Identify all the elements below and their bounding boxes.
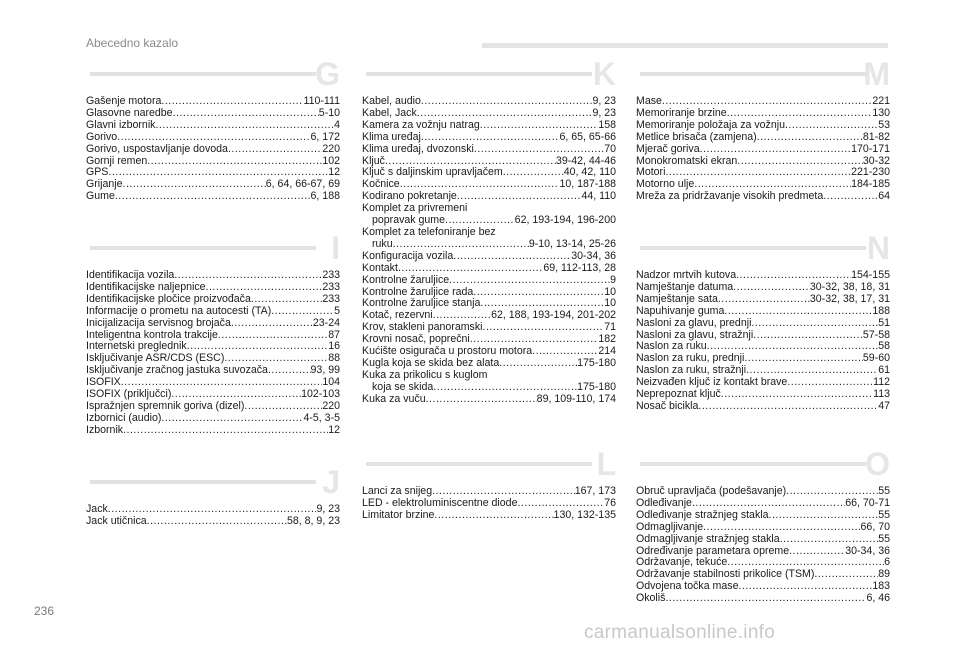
index-entry <box>362 370 616 382</box>
dot-leader <box>421 96 593 108</box>
index-entry-label: Identifikacijske naljepnice <box>86 280 206 293</box>
section-letter: K <box>592 56 616 92</box>
dot-leader <box>161 413 303 425</box>
index-entry-label: Jack <box>86 503 108 515</box>
index-entry <box>362 239 616 251</box>
index-entry-label: Kotač, rezervni <box>362 309 433 322</box>
index-entry-label: Kuka za vuču <box>362 392 426 405</box>
index-entry-page: 233 <box>322 280 340 293</box>
index-entry-page: 16 <box>328 340 340 353</box>
index-entry-list <box>86 96 340 203</box>
index-entry-label: ISOFIX (priključci) <box>86 388 172 401</box>
index-entry-page: 188 <box>872 304 890 317</box>
index-entry-label: Održavanje, tekuće <box>636 556 728 569</box>
index-entry-label: Održavanje stabilnosti prikolice (TSM) <box>636 568 815 581</box>
dot-leader <box>733 282 810 294</box>
index-entry-page: 62, 193-194, 196-200 <box>514 214 616 227</box>
section-letter: M <box>863 56 890 92</box>
dot-leader <box>698 401 878 413</box>
index-entry-label: Neizvađen ključ iz kontakt brave <box>636 376 788 389</box>
index-entry <box>636 593 890 605</box>
index-entry <box>636 510 890 522</box>
index-entry-list <box>362 486 616 522</box>
index-entry <box>362 251 616 263</box>
index-entry-label: Odleđivanje <box>636 496 692 509</box>
index-entry-label: Motori <box>636 166 666 179</box>
dot-leader <box>228 144 322 156</box>
index-entry-page: 6, 65, 65-66 <box>559 130 616 143</box>
index-entry-label: ISOFIX <box>86 376 121 389</box>
index-entry-label: Odmagljivanje stražnjeg stakla <box>636 532 780 545</box>
index-entry-page: 220 <box>322 399 340 412</box>
index-entry-label: Kamera za vožnju natrag <box>362 118 480 131</box>
index-section-m <box>636 56 890 203</box>
index-entry-page: 6 <box>884 556 890 569</box>
dot-leader <box>665 593 866 605</box>
index-entry-label: Inicijalizacija servisnog brojača <box>86 316 231 329</box>
dot-leader <box>155 120 334 132</box>
index-entry-label: Obruč upravljača (podešavanje) <box>636 485 787 497</box>
index-entry-label: Kodirano pokretanje <box>362 190 457 203</box>
dot-leader <box>480 120 599 132</box>
index-entry-page: 102 <box>322 154 340 167</box>
index-entry-page: 47 <box>878 399 890 412</box>
index-entry-page: 221 <box>872 95 890 107</box>
section-letter: L <box>596 446 616 482</box>
index-entry-label: Gorivo <box>86 130 118 143</box>
index-entry <box>86 516 340 528</box>
index-entry-page: 4-5, 3-5 <box>303 411 340 424</box>
index-entry-page: 233 <box>322 269 340 281</box>
index-entry-page: 10 <box>604 285 616 298</box>
index-entry-label: Krovni nosač, poprečni <box>362 333 470 346</box>
dot-leader <box>787 377 873 389</box>
dot-leader <box>503 167 564 179</box>
index-entry-page: 30-32 <box>862 154 890 167</box>
watermark-text: carmanualsonline.info <box>584 622 776 643</box>
index-entry-label: Neprepoznat ključ <box>636 388 721 401</box>
index-entry-label: Identifikacijske pločice proizvođača <box>86 292 251 305</box>
index-entry-label: Izbornici (audio) <box>86 411 162 424</box>
index-entry-page: 184-185 <box>851 178 890 191</box>
index-entry <box>86 294 340 306</box>
index-entry-label: Memoriranje položaja za vožnju <box>636 118 785 131</box>
section-rule <box>366 462 592 466</box>
section-rule <box>640 462 866 466</box>
index-entry-page: 214 <box>598 345 616 358</box>
index-entry-page: 44, 110 <box>581 190 616 203</box>
index-entry-page: 53 <box>878 118 890 131</box>
index-entry-page: 62, 188, 193-194, 201-202 <box>491 309 616 322</box>
dot-leader <box>231 318 313 330</box>
index-entry-label: Gornji remen <box>86 154 148 167</box>
dot-leader <box>115 191 311 203</box>
dot-leader <box>499 358 577 370</box>
index-entry-label: Lanci za snijeg <box>362 485 433 497</box>
index-entry-page: 154-155 <box>851 269 890 281</box>
index-entry <box>362 263 616 275</box>
index-entry <box>636 120 890 132</box>
index-entry-page: 66, 70 <box>860 520 890 533</box>
index-entry-label: Isključivanje zračnog jastuka suvozača <box>86 364 268 377</box>
index-entry-page: 6, 188 <box>310 190 340 203</box>
index-entry-page: 58, 8, 9, 23 <box>286 514 340 527</box>
index-entry-page: 10, 187-188 <box>559 178 616 191</box>
index-entry-page: 10 <box>604 297 616 310</box>
dot-leader <box>398 263 543 275</box>
dot-leader <box>268 365 311 377</box>
index-entry-label: Grijanje <box>86 178 123 191</box>
index-entry-label: Naslon za ruku <box>636 340 707 353</box>
index-entry-label: Naslon za ruku, stražnji <box>636 364 747 377</box>
index-section-o <box>636 446 890 605</box>
dot-leader <box>757 132 863 144</box>
index-entry <box>86 365 340 377</box>
dot-leader <box>426 394 537 406</box>
index-entry-label: Gorivo, uspostavljanje dovoda <box>86 142 228 155</box>
index-entry-label: Napuhivanje guma <box>636 304 725 317</box>
index-entry-label: Ključ s daljinskim upravljačem <box>362 166 503 179</box>
index-entry-page: 58 <box>878 340 890 353</box>
index-entry-page: 130 <box>872 106 890 119</box>
index-entry-page: 9, 23 <box>592 95 616 107</box>
index-section-j <box>86 464 340 528</box>
dot-leader <box>147 516 287 528</box>
index-entry-label: Kontrolne žaruljice rada <box>362 285 474 298</box>
index-entry-list <box>636 96 890 203</box>
index-entry-page: 12 <box>328 423 340 436</box>
index-entry-label: LED - elektroluminiscentne diode <box>362 496 518 509</box>
index-entry-label: Monokromatski ekran <box>636 154 738 167</box>
index-entry-page: 64 <box>878 190 890 203</box>
index-entry-page: 55 <box>878 532 890 545</box>
index-entry-page: 183 <box>872 580 890 593</box>
index-entry-label: Odleđivanje stražnjeg stakla <box>636 508 769 521</box>
index-entry <box>636 534 890 546</box>
dot-leader <box>473 287 604 299</box>
index-entry-label: Namještanje datuma <box>636 280 734 293</box>
dot-leader <box>737 156 863 168</box>
dot-leader <box>703 522 860 534</box>
index-entry-page: 30-34, 36 <box>571 249 616 262</box>
index-entry-page: 102-103 <box>301 388 340 401</box>
dot-leader <box>700 144 852 156</box>
index-entry-label: Odvojena točka mase <box>636 580 739 593</box>
index-entry-page: 104 <box>322 376 340 389</box>
index-entry-label: Metlice brisača (zamjena) <box>636 130 757 143</box>
index-entry-page: 4 <box>334 118 340 131</box>
dot-leader <box>753 330 863 342</box>
index-entry-page: 57-58 <box>862 328 890 341</box>
index-entry <box>362 275 616 287</box>
section-rule <box>640 246 866 250</box>
dot-leader <box>751 318 878 330</box>
index-entry-page: 30-32, 38, 18, 31 <box>809 280 890 293</box>
index-entry-label: popravak gume <box>372 214 446 227</box>
index-entry-page: 221-230 <box>851 166 890 179</box>
index-entry-label: Gume <box>86 190 115 203</box>
index-entry <box>636 294 890 306</box>
index-entry <box>362 132 616 144</box>
index-entry-label: Kugla koja se skida bez alata <box>362 356 500 369</box>
dot-leader <box>457 191 582 203</box>
dot-leader <box>393 239 529 251</box>
index-entry-page: 6, 172 <box>310 130 340 143</box>
index-entry <box>636 318 890 330</box>
index-entry-page: 170-171 <box>851 142 890 155</box>
index-entry <box>362 120 616 132</box>
index-entry-page: 175-180 <box>577 380 616 393</box>
section-letter: N <box>866 230 890 266</box>
index-entry-page: 76 <box>604 496 616 509</box>
index-entry-label: Nadzor mrtvih kutova <box>636 269 737 281</box>
page-number: 236 <box>34 604 55 618</box>
index-section-i <box>86 230 340 437</box>
index-entry-label: Određivanje parametara opreme <box>636 544 790 557</box>
index-entry-label: Glasovne naredbe <box>86 106 173 119</box>
index-entry-label: Kočnice <box>362 178 400 191</box>
index-entry-page: 5-10 <box>318 106 340 119</box>
dot-leader <box>483 322 605 334</box>
index-entry <box>86 191 340 203</box>
dot-leader <box>769 510 879 522</box>
index-entry-label: Informacije o prometu na autocesti (TA) <box>86 304 272 317</box>
index-entry-label: Krov, stakleni panoramski <box>362 321 483 334</box>
dot-leader <box>474 144 604 156</box>
index-entry <box>636 401 890 413</box>
dot-leader <box>738 581 872 593</box>
index-entry <box>86 425 340 437</box>
index-entry-label: Odmagljivanje <box>636 520 704 533</box>
dot-leader <box>785 120 878 132</box>
index-entry-label: Mjerač goriva <box>636 142 700 155</box>
dot-leader <box>123 425 328 437</box>
dot-leader <box>161 96 303 108</box>
index-entry-page: 112 <box>873 376 890 389</box>
index-entry-page: 89, 109-110, 174 <box>536 392 616 405</box>
index-entry-label: Inteligentna kontrola trakcije <box>86 328 218 341</box>
index-entry-page: 40, 42, 110 <box>563 166 616 179</box>
index-entry-label: Nasloni za glavu, stražnji <box>636 328 754 341</box>
index-entry <box>636 132 890 144</box>
index-entry-label: Klima uređaj, dvozonski <box>362 142 474 155</box>
index-entry-label: Nosač bicikla <box>636 399 699 412</box>
index-entry-page: 23-24 <box>312 316 340 329</box>
index-section-k <box>362 56 616 406</box>
index-entry-page: 5 <box>334 304 340 317</box>
dot-leader <box>789 546 845 558</box>
index-entry-page: 175-180 <box>577 356 616 369</box>
section-header <box>86 464 340 508</box>
index-entry <box>86 318 340 330</box>
index-entry-label: Identifikacija vozila <box>86 269 175 281</box>
dot-leader <box>123 179 266 191</box>
index-entry-label: Ispražnjen spremnik goriva (dizel) <box>86 399 245 412</box>
index-entry-label: Glavni izbornik <box>86 118 156 131</box>
index-entry-label: Jack utičnica <box>86 514 147 527</box>
dot-leader <box>823 191 878 203</box>
dot-leader <box>173 108 319 120</box>
index-entry-label: Isključivanje ASR/CDS (ESC) <box>86 352 225 365</box>
index-entry-page: 71 <box>604 321 616 334</box>
index-entry-label: Kontrolne žaruljice <box>362 273 450 286</box>
dot-leader <box>433 382 577 394</box>
index-entry-label: Kabel, Jack <box>362 106 417 119</box>
index-entry-label: Gašenje motora <box>86 95 162 107</box>
index-entry-label: Okoliš <box>636 592 666 605</box>
index-entry-page: 51 <box>878 316 890 329</box>
index-entry-label: Kućište osigurača u prostoru motora <box>362 345 533 358</box>
index-entry-page: 6, 64, 66-67, 69 <box>265 178 340 191</box>
index-entry-page: 39-42, 44-46 <box>555 154 616 167</box>
index-entry-page: 233 <box>322 292 340 305</box>
index-entry-label: Konfiguracija vozila <box>362 249 454 262</box>
index-entry-page: 70 <box>604 142 616 155</box>
index-entry-label: Internetski preglednik <box>86 340 187 353</box>
index-entry-page: 158 <box>598 118 616 131</box>
index-entry-page: 30-32, 38, 17, 31 <box>809 292 890 305</box>
index-entry-label: Izbornik <box>86 423 124 436</box>
index-entry-label: Klima uređaj <box>362 130 421 143</box>
page-header-title: Abecedno kazalo <box>86 36 179 50</box>
section-rule <box>366 72 592 76</box>
index-entry-label: GPS <box>86 166 109 179</box>
dot-leader <box>453 251 571 263</box>
index-entry-page: 69, 112-113, 28 <box>543 261 616 274</box>
dot-leader <box>434 510 553 522</box>
dot-leader <box>117 132 310 144</box>
index-entry <box>86 306 340 318</box>
index-entry-page: 87 <box>328 328 340 341</box>
index-entry <box>636 191 890 203</box>
index-section-l <box>362 446 616 522</box>
index-entry-label: Mreža za pridržavanje visokih predmeta <box>636 190 824 203</box>
index-entry <box>636 306 890 318</box>
index-entry-page: 113 <box>873 388 890 401</box>
index-entry-page: 6, 46 <box>866 592 890 605</box>
index-entry-label: Kabel, audio <box>362 95 421 107</box>
index-entry <box>86 413 340 425</box>
section-header <box>636 56 890 100</box>
index-entry-page: 93, 99 <box>310 364 340 377</box>
index-entry-label: koja se skida <box>372 380 434 393</box>
index-entry <box>86 132 340 144</box>
dot-leader <box>744 353 863 365</box>
index-entry-page: 9, 23 <box>592 106 616 119</box>
index-entry-page: 9 <box>610 273 616 286</box>
index-entry-page: 130, 132-135 <box>553 508 616 521</box>
index-entry-page: 167, 173 <box>574 485 616 497</box>
index-entry-page: 88 <box>328 352 340 365</box>
index-entry-list <box>86 270 340 437</box>
index-entry <box>636 581 890 593</box>
dot-leader <box>814 569 878 581</box>
index-entry <box>362 394 616 406</box>
dot-leader <box>721 389 873 401</box>
section-rule <box>90 246 316 250</box>
index-entry-list <box>636 486 890 605</box>
index-entry-label: ruku <box>372 237 393 250</box>
index-section-g <box>86 56 340 203</box>
index-entry <box>362 510 616 522</box>
section-letter: I <box>331 230 340 266</box>
index-entry-label: Naslon za ruku, prednji <box>636 352 745 365</box>
section-letter: G <box>315 56 340 92</box>
index-entry-label: Kuka za prikolicu s kuglom <box>362 368 488 381</box>
index-entry-page: 182 <box>598 333 616 346</box>
dot-leader <box>449 275 610 287</box>
index-entry <box>86 144 340 156</box>
index-entry-page: 9, 23 <box>316 503 340 515</box>
dot-leader <box>718 294 810 306</box>
index-entry-page: 61 <box>878 364 890 377</box>
index-entry-page: 110-111 <box>303 95 340 107</box>
index-entry-page: 9-10, 13-14, 25-26 <box>528 237 616 250</box>
dot-leader <box>251 294 322 306</box>
index-entry-page: 59-60 <box>862 352 890 365</box>
index-entry-list <box>362 96 616 406</box>
dot-leader <box>780 534 879 546</box>
section-rule <box>90 72 316 76</box>
index-entry-list <box>636 270 890 413</box>
index-entry-page: 55 <box>878 508 890 521</box>
index-entry-label: Kontrolne žaruljice stanja <box>362 297 481 310</box>
section-letter: J <box>322 464 340 500</box>
index-entry-list <box>86 504 340 528</box>
header-rule <box>482 43 888 48</box>
index-entry-label: Limitator brzine <box>362 508 435 521</box>
index-entry-label: Namještanje sata <box>636 292 718 305</box>
index-entry-label: Memoriranje brzine <box>636 106 727 119</box>
dot-leader <box>218 330 328 342</box>
index-entry-label: Ključ <box>362 154 385 167</box>
index-entry <box>86 156 340 168</box>
dot-leader <box>724 306 872 318</box>
index-entry-label: Motorno ulje <box>636 178 695 191</box>
index-entry <box>362 144 616 156</box>
index-entry <box>86 120 340 132</box>
index-entry-label: Mase <box>636 95 662 107</box>
index-entry-page: 66, 70-71 <box>845 496 890 509</box>
dot-leader <box>421 132 560 144</box>
section-rule <box>640 72 866 76</box>
dot-leader <box>147 156 322 168</box>
index-entry-page: 81-82 <box>862 130 890 143</box>
dot-leader <box>271 306 334 318</box>
section-letter: O <box>865 446 890 482</box>
index-entry-page: 89 <box>878 568 890 581</box>
index-section-n <box>636 230 890 413</box>
index-entry <box>86 179 340 191</box>
index-entry-label: Komplet za telefoniranje bez <box>362 225 496 238</box>
index-entry-label: Nasloni za glavu, prednji <box>636 316 752 329</box>
index-entry-label: Kontakt <box>362 261 398 274</box>
index-entry <box>636 522 890 534</box>
index-entry <box>362 382 616 394</box>
index-entry-page: 220 <box>322 142 340 155</box>
index-entry-page: 30-34, 36 <box>845 544 890 557</box>
index-entry-page: 12 <box>328 166 340 179</box>
index-entry <box>636 144 890 156</box>
section-rule <box>90 480 316 484</box>
index-entry-label: Komplet za privremeni <box>362 202 468 215</box>
index-entry-page: 55 <box>878 485 890 497</box>
